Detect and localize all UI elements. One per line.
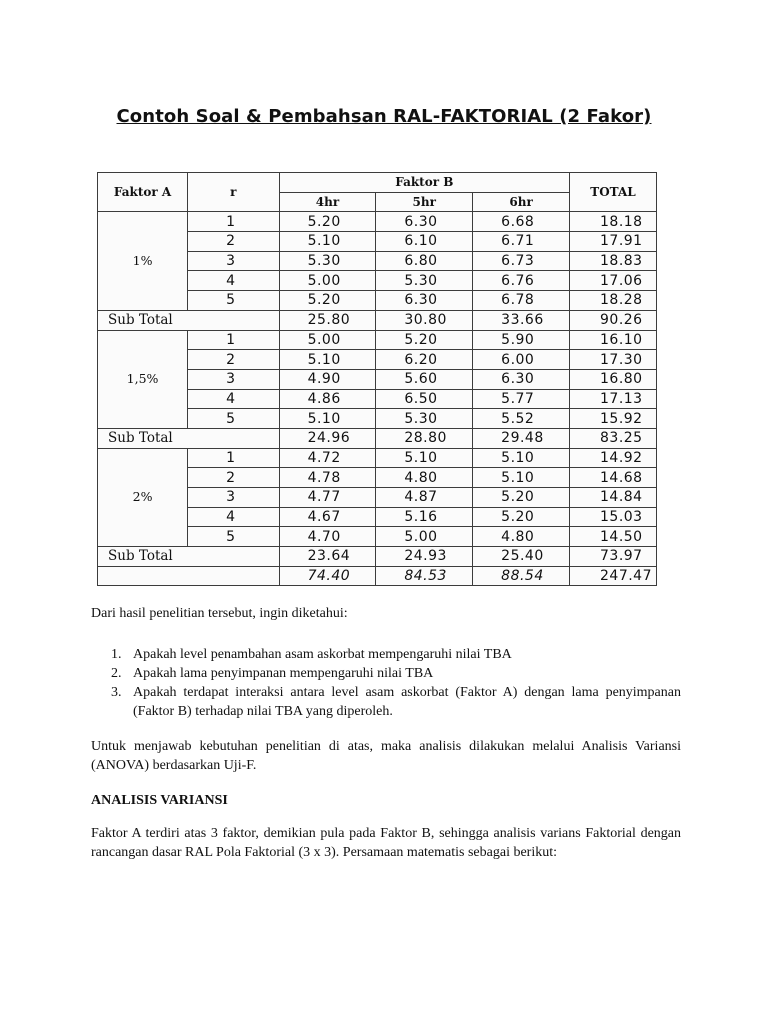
value-cell: 5.00	[279, 330, 376, 350]
subtotal-cell: 25.40	[473, 547, 570, 567]
value-cell: 5.16	[376, 507, 473, 527]
table-body	[98, 212, 657, 586]
value-cell: 6.68	[473, 212, 570, 232]
value-cell: 6.30	[376, 212, 473, 232]
list-text: Apakah terdapat interaksi antara level asam askorbat (Faktor A) dengan lama penyimpanan (Faktor B) terhadap nilai TBA yang diperoleh.	[133, 685, 681, 719]
row-total-cell: 17.13	[570, 389, 657, 409]
row-total-cell: 18.28	[570, 291, 657, 311]
question-list	[91, 645, 681, 721]
value-cell: 6.30	[473, 369, 570, 389]
value-cell: 5.10	[279, 232, 376, 252]
row-total-cell: 16.10	[570, 330, 657, 350]
replicate-cell: 4	[188, 389, 279, 409]
value-cell: 4.80	[376, 468, 473, 488]
header-r: r	[188, 173, 279, 212]
subtotal-cell: 24.96	[279, 428, 376, 448]
subtotal-cell: 29.48	[473, 428, 570, 448]
subtotal-cell: 90.26	[570, 310, 657, 330]
header-b-level: 5hr	[376, 192, 473, 212]
value-cell: 4.86	[279, 389, 376, 409]
replicate-cell: 5	[188, 527, 279, 547]
section-heading: ANALISIS VARIANSI	[91, 793, 228, 808]
row-total-cell: 14.92	[570, 448, 657, 468]
row-total-cell: 15.03	[570, 507, 657, 527]
value-cell: 6.30	[376, 291, 473, 311]
value-cell: 6.10	[376, 232, 473, 252]
value-cell: 5.10	[473, 468, 570, 488]
row-total-cell: 17.30	[570, 350, 657, 370]
table-row	[98, 212, 657, 232]
value-cell: 5.00	[279, 271, 376, 291]
table-row	[98, 330, 657, 350]
final-paragraph: Faktor A terdiri atas 3 faktor, demikian pula pada Faktor B, sehingga analisis varians Faktorial dengan rancangan dasar RAL Pola Faktorial (3 x 3). Persamaan matematis sebagai berikut:	[91, 826, 681, 860]
value-cell: 6.00	[473, 350, 570, 370]
value-cell: 4.78	[279, 468, 376, 488]
subtotal-row	[98, 310, 657, 330]
subtotal-cell: 23.64	[279, 547, 376, 567]
subtotal-cell: 73.97	[570, 547, 657, 567]
grand-total-cell: 84.53	[376, 566, 473, 586]
list-number: 1.	[111, 647, 122, 662]
value-cell: 5.30	[376, 409, 473, 429]
row-total-cell: 16.80	[570, 369, 657, 389]
value-cell: 4.87	[376, 488, 473, 508]
value-cell: 6.78	[473, 291, 570, 311]
value-cell: 5.30	[279, 251, 376, 271]
header-row-1	[98, 173, 657, 193]
header-total: TOTAL	[570, 173, 657, 212]
value-cell: 5.10	[473, 448, 570, 468]
replicate-cell: 3	[188, 251, 279, 271]
value-cell: 5.90	[473, 330, 570, 350]
value-cell: 5.77	[473, 389, 570, 409]
value-cell: 5.00	[376, 527, 473, 547]
list-text: Apakah lama penyimpanan mempengaruhi nilai TBA	[133, 666, 434, 681]
value-cell: 5.60	[376, 369, 473, 389]
table-row	[98, 448, 657, 468]
replicate-cell: 4	[188, 271, 279, 291]
grand-total-cell: 88.54	[473, 566, 570, 586]
value-cell: 4.77	[279, 488, 376, 508]
row-total-cell: 18.18	[570, 212, 657, 232]
value-cell: 5.20	[473, 488, 570, 508]
subtotal-cell: 24.93	[376, 547, 473, 567]
grand-total-row	[98, 566, 657, 586]
list-item	[91, 645, 681, 664]
value-cell: 5.20	[279, 212, 376, 232]
replicate-cell: 1	[188, 448, 279, 468]
subtotal-label: Sub Total	[98, 547, 280, 567]
value-cell: 4.67	[279, 507, 376, 527]
list-number: 2.	[111, 666, 122, 681]
replicate-cell: 3	[188, 488, 279, 508]
replicate-cell: 2	[188, 468, 279, 488]
group-label: 1,5%	[98, 330, 188, 428]
row-total-cell: 18.83	[570, 251, 657, 271]
row-total-cell: 17.06	[570, 271, 657, 291]
value-cell: 6.50	[376, 389, 473, 409]
document-title: Contoh Soal & Pembahsan RAL-FAKTORIAL (2 Fakor)	[116, 106, 652, 127]
value-cell: 5.20	[376, 330, 473, 350]
subtotal-label: Sub Total	[98, 428, 280, 448]
value-cell: 5.10	[279, 350, 376, 370]
row-total-cell: 14.84	[570, 488, 657, 508]
grand-total-spacer	[98, 566, 280, 586]
value-cell: 6.20	[376, 350, 473, 370]
replicate-cell: 1	[188, 330, 279, 350]
value-cell: 5.52	[473, 409, 570, 429]
data-table	[97, 172, 657, 586]
header-b-level: 4hr	[279, 192, 376, 212]
group-label: 2%	[98, 448, 188, 546]
subtotal-cell: 25.80	[279, 310, 376, 330]
value-cell: 6.76	[473, 271, 570, 291]
row-total-cell: 14.50	[570, 527, 657, 547]
row-total-cell: 15.92	[570, 409, 657, 429]
value-cell: 5.10	[279, 409, 376, 429]
replicate-cell: 4	[188, 507, 279, 527]
replicate-cell: 1	[188, 212, 279, 232]
subtotal-cell: 33.66	[473, 310, 570, 330]
value-cell: 4.72	[279, 448, 376, 468]
replicate-cell: 5	[188, 409, 279, 429]
value-cell: 4.70	[279, 527, 376, 547]
subtotal-cell: 83.25	[570, 428, 657, 448]
value-cell: 5.30	[376, 271, 473, 291]
list-number: 3.	[111, 685, 122, 700]
subtotal-cell: 30.80	[376, 310, 473, 330]
grand-total-cell: 74.40	[279, 566, 376, 586]
value-cell: 6.80	[376, 251, 473, 271]
intro-text: Dari hasil penelitian tersebut, ingin diketahui:	[91, 606, 348, 621]
list-item	[91, 664, 681, 683]
subtotal-cell: 28.80	[376, 428, 473, 448]
value-cell: 5.20	[473, 507, 570, 527]
header-faktor-a: Faktor A	[98, 173, 188, 212]
value-cell: 4.80	[473, 527, 570, 547]
row-total-cell: 17.91	[570, 232, 657, 252]
value-cell: 6.73	[473, 251, 570, 271]
replicate-cell: 2	[188, 350, 279, 370]
subtotal-row	[98, 428, 657, 448]
replicate-cell: 2	[188, 232, 279, 252]
header-faktor-b: Faktor B	[279, 173, 569, 193]
subtotal-label: Sub Total	[98, 310, 280, 330]
header-b-level: 6hr	[473, 192, 570, 212]
value-cell: 4.90	[279, 369, 376, 389]
value-cell: 5.10	[376, 448, 473, 468]
value-cell: 5.20	[279, 291, 376, 311]
list-item	[91, 683, 681, 721]
value-cell: 6.71	[473, 232, 570, 252]
group-label: 1%	[98, 212, 188, 310]
list-text: Apakah level penambahan asam askorbat mempengaruhi nilai TBA	[133, 647, 512, 662]
anova-paragraph: Untuk menjawab kebutuhan penelitian di atas, maka analisis dilakukan melalui Analisis Variansi (ANOVA) berdasarkan Uji-F.	[91, 739, 681, 773]
replicate-cell: 3	[188, 369, 279, 389]
subtotal-row	[98, 547, 657, 567]
grand-total-cell: 247.47	[570, 566, 657, 586]
row-total-cell: 14.68	[570, 468, 657, 488]
replicate-cell: 5	[188, 291, 279, 311]
